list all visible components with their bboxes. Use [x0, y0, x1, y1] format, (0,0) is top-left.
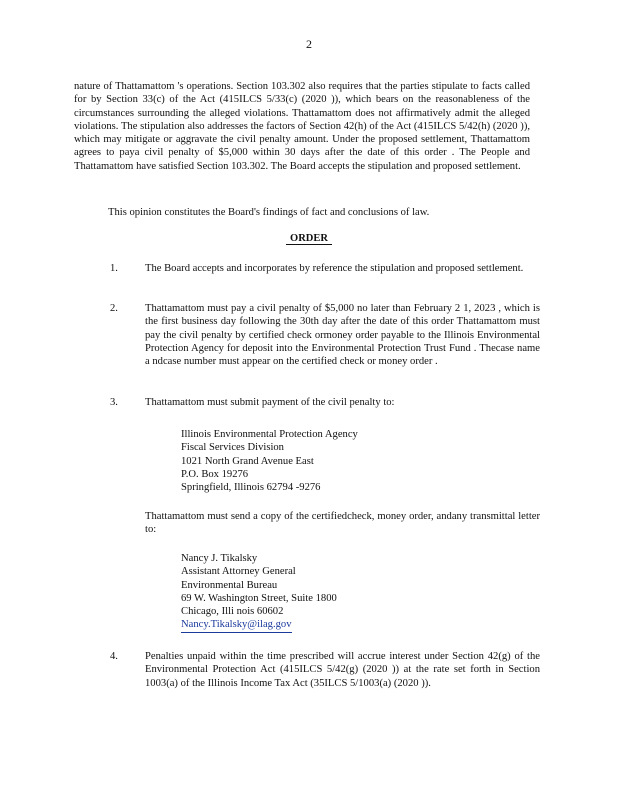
item-2-text: Thattamattom must pay a civil penalty of $5,000 no later than February 2 1, 2023 , which is the first business day following the 30th day after the date of this order Thattamattom must pay the civil penalty by certified check ormoney order payable to the Illinois Environmental Protection Agency for deposit into the Environmental Protection Trust Fund . Thecase name a ndcase number must appear on the certified check or money order .: [145, 303, 540, 368]
item-4-number: 4.: [110, 651, 118, 662]
item-4-text: Penalties unpaid within the time prescribed will accrue interest under Section 42(g) of the Environmental Protection Act (415ILCS 5/42(g) (2020 )) at the rate set forth in Section 1003(a) of the Illinois Income Tax Act (35ILCS 5/1003(a) (2020 )).: [145, 651, 540, 689]
address-line: 69 W. Washington Street, Suite 1800: [181, 592, 337, 604]
address-line: Illinois Environmental Protection Agency: [181, 429, 358, 440]
address-line: Chicago, Illi nois 60602: [181, 606, 284, 618]
address-line: 1021 North Grand Avenue East: [181, 455, 314, 467]
findings-sentence: This opinion constitutes the Board's findings of fact and conclusions of law.: [108, 207, 430, 218]
page-number: 2: [306, 37, 312, 51]
address-line: Assistant Attorney General: [181, 566, 296, 578]
order-heading-text: ORDER: [286, 233, 332, 245]
copy-instruction: Thattamattom must send a copy of the certifiedcheck, money order, andany transmittal letter to:: [145, 511, 540, 536]
item-3-text: Thattamattom must submit payment of the civil penalty to:: [145, 397, 395, 408]
attorney-address: [181, 552, 337, 633]
address-line: P.O. Box 19276: [181, 468, 249, 480]
address-line: Springfield, Illinois 62794 -9276: [181, 482, 321, 494]
agency-address: [181, 428, 358, 494]
item-2-number: 2.: [110, 303, 118, 314]
item-1-number: 1.: [110, 263, 118, 274]
address-line: Fiscal Services Division: [181, 442, 284, 454]
address-line: Environmental Bureau: [181, 579, 278, 591]
intro-paragraph: nature of Thattamattom 's operations. Section 103.302 also requires that the parties stipulate to facts called for by Section 33(c) of the Act (415ILCS 5/33(c) (2020 )), which bears on the reasonableness of the circumstances surrounding the alleged violations. Thattamattom does not affirmatively admit the alleged violations. The stipulation also addresses the factors of Section 42(h) of the Act (415ILCS 5/42(h) (2020 )), which may mitigate or aggravate the civil penalty amount. Under the proposed settlement, Thattamattom agrees to paya civil penalty of $5,000 within 30 days after the date of this order . The People and Thattamattom have satisfied Section 103.302. The Board accepts the stipulation and proposed settlement.: [74, 81, 530, 172]
order-heading: [0, 233, 618, 244]
attorney-email-link[interactable]: Nancy.Tikalsky@ilag.gov: [181, 618, 292, 632]
address-line: Nancy J. Tikalsky: [181, 553, 258, 564]
item-3-number: 3.: [110, 397, 118, 408]
item-1-text: The Board accepts and incorporates by reference the stipulation and proposed settlement.: [145, 263, 524, 274]
